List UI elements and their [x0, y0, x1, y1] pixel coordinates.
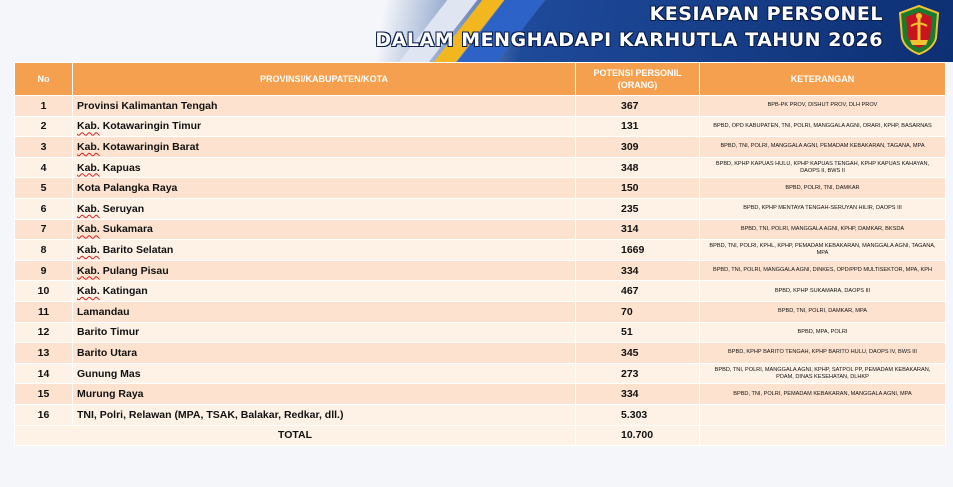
keterangan-text: BPBD, TNI, POLRI, MANGGALA AGNI, PEMADAM KEBAKARAN, TAGANA, MPA	[700, 137, 946, 158]
row-number: 8	[15, 240, 73, 261]
column-header-wilayah: PROVINSI/KABUPATEN/KOTA	[73, 63, 576, 96]
column-header-keterangan: KETERANGAN	[700, 63, 946, 96]
region-name: Kapuas	[102, 161, 141, 174]
region-name: Provinsi Kalimantan Tengah	[77, 99, 218, 112]
region-name: Lamandau	[77, 305, 130, 318]
row-number: 4	[15, 157, 73, 178]
region-name-cell	[73, 116, 576, 137]
table-header-row	[15, 63, 946, 96]
potensi-value: 309	[576, 137, 700, 158]
keterangan-text: BPBD, KPHP KAPUAS HULU, KPHP KAPUAS TENGAH, KPHP KAPUAS KAHAYAN, DAOPS II, BWS II	[700, 157, 946, 178]
region-name-cell	[73, 322, 576, 343]
row-number: 6	[15, 198, 73, 219]
potensi-value: 273	[576, 363, 700, 384]
potensi-value: 345	[576, 343, 700, 364]
region-name: Kota Palangka Raya	[77, 182, 178, 195]
keterangan-text: BPBD, TNI, POLRI, MANGGALA AGNI, KPHP, DAMKAR, BKSDA	[700, 219, 946, 240]
table-row	[15, 178, 946, 199]
potensi-value: 70	[576, 301, 700, 322]
region-name-cell	[73, 343, 576, 364]
region-name: Barito Selatan	[102, 243, 174, 256]
personnel-table	[14, 62, 946, 446]
keterangan-text: BPBD, KPHP BARITO TENGAH, KPHP BARITO HULU, DAOPS IV, BWS III	[700, 343, 946, 364]
page-title-line1: KESIAPAN PERSONEL	[649, 3, 883, 25]
region-name-cell	[73, 240, 576, 261]
table-row	[15, 343, 946, 364]
region-prefix: Kab.	[77, 202, 100, 215]
keterangan-text: BPBD, KPHP SUKAMARA, DAOPS III	[700, 281, 946, 302]
row-number: 9	[15, 260, 73, 281]
potensi-value: 1669	[576, 240, 700, 261]
region-prefix: Kab.	[77, 243, 100, 256]
region-prefix: Kab.	[77, 285, 100, 298]
region-name: Pulang Pisau	[102, 264, 169, 277]
table-row	[15, 281, 946, 302]
potensi-value: 367	[576, 96, 700, 117]
keterangan-text: BPBD, TNI, POLRI, KPHL, KPHP, PEMADAM KEBAKARAN, MANGGALA AGNI, TAGANA, MPA	[700, 240, 946, 261]
row-number: 12	[15, 322, 73, 343]
row-number: 2	[15, 116, 73, 137]
region-name-cell	[73, 137, 576, 158]
potensi-value: 334	[576, 260, 700, 281]
row-number: 5	[15, 178, 73, 199]
region-name: Barito Utara	[77, 346, 138, 359]
table-row	[15, 219, 946, 240]
region-prefix: Kab.	[77, 120, 100, 133]
keterangan-text: BPBD, TNI, POLRI, MANGGALA AGNI, DINKES, OPD/PPD MULTISEKTOR, MPA, KPH	[700, 260, 946, 281]
keterangan-text: BPBD, OPD KABUPATEN, TNI, POLRI, MANGGALA AGNI, ORARI, KPHP, BASARNAS	[700, 116, 946, 137]
table-row	[15, 198, 946, 219]
total-keterangan-cell	[700, 425, 946, 446]
table-row	[15, 96, 946, 117]
potensi-value: 235	[576, 198, 700, 219]
table-row	[15, 157, 946, 178]
region-name-cell	[73, 260, 576, 281]
potensi-value: 348	[576, 157, 700, 178]
potensi-value: 150	[576, 178, 700, 199]
region-prefix: Kab.	[77, 140, 100, 153]
total-label: TOTAL	[15, 425, 576, 446]
table-row	[15, 260, 946, 281]
region-name: Kotawaringin Barat	[102, 140, 199, 153]
region-name-cell	[73, 157, 576, 178]
region-name-cell	[73, 198, 576, 219]
region-name: TNI, Polri, Relawan (MPA, TSAK, Balakar, Redkar, dll.)	[77, 408, 344, 421]
keterangan-text: BPBD, KPHP MENTAYA TENGAH-SERUYAN HILIR, DAOPS III	[700, 198, 946, 219]
region-name: Katingan	[102, 285, 148, 298]
total-row	[15, 425, 946, 446]
potensi-header-line2: (ORANG)	[617, 80, 658, 90]
row-number: 14	[15, 363, 73, 384]
keterangan-text: BPB-PK PROV, DISHUT PROV, DLH PROV	[700, 96, 946, 117]
keterangan-text	[700, 404, 946, 425]
keterangan-text: BPBD, TNI, POLRI, MANGGALA AGNI, KPHP, SATPOL PP, PEMADAM KEBAKARAN, PDAM, DINAS KESEHATAN, DLHKP	[700, 363, 946, 384]
table-row	[15, 384, 946, 405]
row-number: 1	[15, 96, 73, 117]
potensi-value: 131	[576, 116, 700, 137]
region-name-cell	[73, 178, 576, 199]
region-name-cell	[73, 96, 576, 117]
table-row	[15, 116, 946, 137]
keterangan-text: BPBD, MPA, POLRI	[700, 322, 946, 343]
keterangan-text: BPBD, TNI, POLRI, DAMKAR, MPA	[700, 301, 946, 322]
region-name-cell	[73, 384, 576, 405]
region-name: Gunung Mas	[77, 367, 141, 380]
potensi-value: 334	[576, 384, 700, 405]
region-name: Barito Timur	[77, 326, 140, 339]
potensi-value: 467	[576, 281, 700, 302]
region-name: Murung Raya	[77, 388, 144, 401]
row-number: 11	[15, 301, 73, 322]
region-name: Kotawaringin Timur	[102, 120, 202, 133]
region-name-cell	[73, 301, 576, 322]
table-row	[15, 404, 946, 425]
potensi-value: 5.303	[576, 404, 700, 425]
region-name-cell	[73, 219, 576, 240]
table-row	[15, 322, 946, 343]
table-row	[15, 301, 946, 322]
row-number: 16	[15, 404, 73, 425]
page-title-line2: DALAM MENGHADAPI KARHUTLA TAHUN 2026	[375, 29, 883, 51]
region-prefix: Kab.	[77, 223, 100, 236]
keterangan-text: BPBD, POLRI, TNI, DAMKAR	[700, 178, 946, 199]
region-name-cell	[73, 363, 576, 384]
keterangan-text: BPBD, TNI, POLRI, PEMADAM KEBAKARAN, MANGGALA AGNI, MPA	[700, 384, 946, 405]
row-number: 3	[15, 137, 73, 158]
region-name-cell	[73, 281, 576, 302]
region-name: Sukamara	[102, 223, 153, 236]
table-row	[15, 363, 946, 384]
region-prefix: Kab.	[77, 161, 100, 174]
column-header-potensi	[576, 63, 700, 96]
row-number: 10	[15, 281, 73, 302]
total-value: 10.700	[576, 425, 700, 446]
region-name: Seruyan	[102, 202, 145, 215]
potensi-value: 51	[576, 322, 700, 343]
potensi-header-line1: POTENSI PERSONIL	[593, 68, 682, 78]
column-header-no: No	[15, 63, 73, 96]
region-name-cell	[73, 404, 576, 425]
kalteng-shield-emblem-icon	[897, 4, 941, 56]
header-banner	[0, 0, 953, 62]
row-number: 7	[15, 219, 73, 240]
table-row	[15, 240, 946, 261]
region-prefix: Kab.	[77, 264, 100, 277]
row-number: 15	[15, 384, 73, 405]
row-number: 13	[15, 343, 73, 364]
table-row	[15, 137, 946, 158]
potensi-value: 314	[576, 219, 700, 240]
